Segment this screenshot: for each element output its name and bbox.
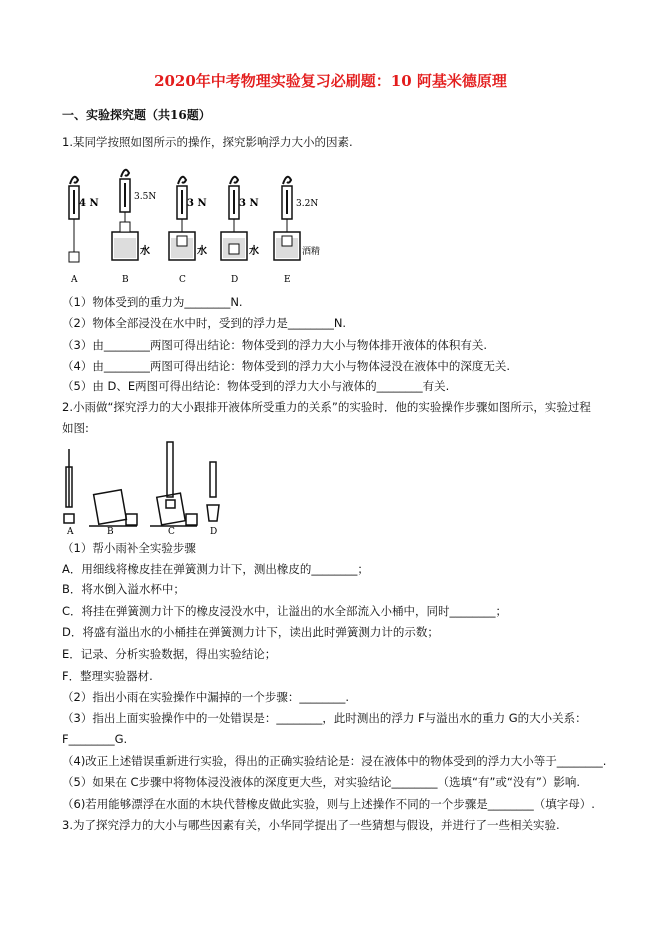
object-block (120, 222, 130, 232)
object-block (282, 236, 292, 246)
hand-icon (121, 170, 129, 177)
q2-line: A．用细线将橡皮挂在弹簧测力计下，测出橡皮的________； (62, 562, 369, 576)
q2-stem: 2.小雨做“探究浮力的大小跟排开液体所受重力的关系”的实验时．他的实验操作步骤如图所示，实验过程 (62, 400, 591, 414)
q2-line: F．整理实验器材. (62, 669, 153, 683)
figure-label: D (210, 527, 218, 537)
q2-line: F________G. (62, 732, 128, 746)
q1-stem: 1.某同学按照如图所示的操作，探究影响浮力大小的因素. (62, 135, 353, 149)
scale-reading: 3.2N (296, 199, 319, 209)
liquid (114, 238, 136, 258)
q2-line: （2）指出小雨在实验操作中漏掉的一个步骤：________. (62, 690, 349, 704)
q1-part: （1）物体受到的重力为________N. (62, 295, 243, 309)
q3-stem: 3.为了探究浮力的大小与哪些因素有关，小华同学提出了一些猜想与假设，并进行了一些相关实验. (62, 818, 560, 832)
q2-line: C．将挂在弹簧测力计下的橡皮浸没水中，让溢出的水全部流入小桶中，同时________； (62, 604, 508, 618)
q2-line: （1）帮小雨补全实验步骤 (62, 541, 196, 555)
overflow-cup-b (94, 490, 127, 524)
figure-label: A (71, 275, 78, 285)
scale-reading: 3 N (187, 198, 207, 209)
q2-stem-cont: 如图: (62, 421, 89, 435)
small-bucket-c (186, 514, 197, 525)
figure-label: C (168, 527, 175, 537)
q1-part: （2）物体全部浸没在水中时，受到的浮力是________N. (62, 316, 347, 330)
scale-reading: 3 N (239, 198, 259, 209)
scale-reading: 4 N (79, 198, 99, 209)
hand-icon (178, 177, 186, 184)
overflow-cup-c (157, 493, 185, 525)
q2-line: E．记录、分析实验数据，得出实验结论； (62, 647, 277, 661)
q2-line: B．将水倒入溢水杯中； (62, 582, 185, 596)
eraser-block (64, 514, 74, 523)
q2-line: （4)改正上述错误重新进行实验，得出的正确实验结论是：浸在液体中的物体受到的浮力大小等于________. (62, 754, 607, 768)
object-block (177, 236, 187, 246)
q2-line: （5）如果在 C步骤中将物体浸没液体的深度更大些，对实验结论________（选填“有”或“没有”）影响. (62, 775, 580, 789)
scale-reading: 3.5N (134, 192, 157, 202)
hand-icon (230, 177, 238, 184)
spring-scale-d (210, 462, 216, 497)
q2-line: D．将盛有溢出水的小桶挂在弹簧测力计下，读出此时弹簧测力计的示数； (62, 625, 439, 639)
spring-scale-c (167, 442, 173, 497)
hand-icon (70, 177, 78, 184)
small-bucket-d (207, 505, 219, 521)
liquid-label: 酒精 (302, 247, 321, 257)
q2-figure (62, 437, 232, 537)
q2-line: （6)若用能够漂浮在水面的木块代替橡皮做此实验，则与上述操作不同的一个步骤是________（填字母）. (62, 797, 595, 811)
q1-part: （5）由 D、E两图可得出结论：物体受到的浮力大小与液体的________有关. (62, 379, 450, 393)
q1-part: （3）由________两图可得出结论：物体受到的浮力大小与物体排开液体的体积有关. (62, 338, 487, 352)
hand-icon (283, 177, 291, 184)
figure-label: B (107, 527, 114, 537)
section-heading: 一、实验探究题（共16题） (62, 108, 211, 122)
object-block (229, 244, 239, 254)
q2-line: （3）指出上面实验操作中的一处错误是：________，此时测出的浮力 F与溢出水的重力 G的大小关系： (62, 711, 587, 725)
object-block (69, 252, 79, 262)
small-bucket-b (126, 514, 137, 525)
liquid-label: 水 (197, 246, 207, 257)
q1-figure (62, 162, 362, 287)
figure-label: C (179, 275, 186, 285)
figure-label: D (231, 275, 239, 285)
figure-label: B (122, 275, 129, 285)
figure-label: A (67, 527, 74, 537)
liquid-label: 水 (140, 246, 150, 257)
page-title: 2020年中考物理实验复习必刷题：10 阿基米德原理 (154, 72, 507, 90)
q1-part: （4）由________两图可得出结论：物体受到的浮力大小与物体浸没在液体中的深度无关. (62, 359, 510, 373)
figure-label: E (284, 275, 291, 285)
eraser-block (166, 500, 175, 508)
liquid-label: 水 (249, 246, 259, 257)
